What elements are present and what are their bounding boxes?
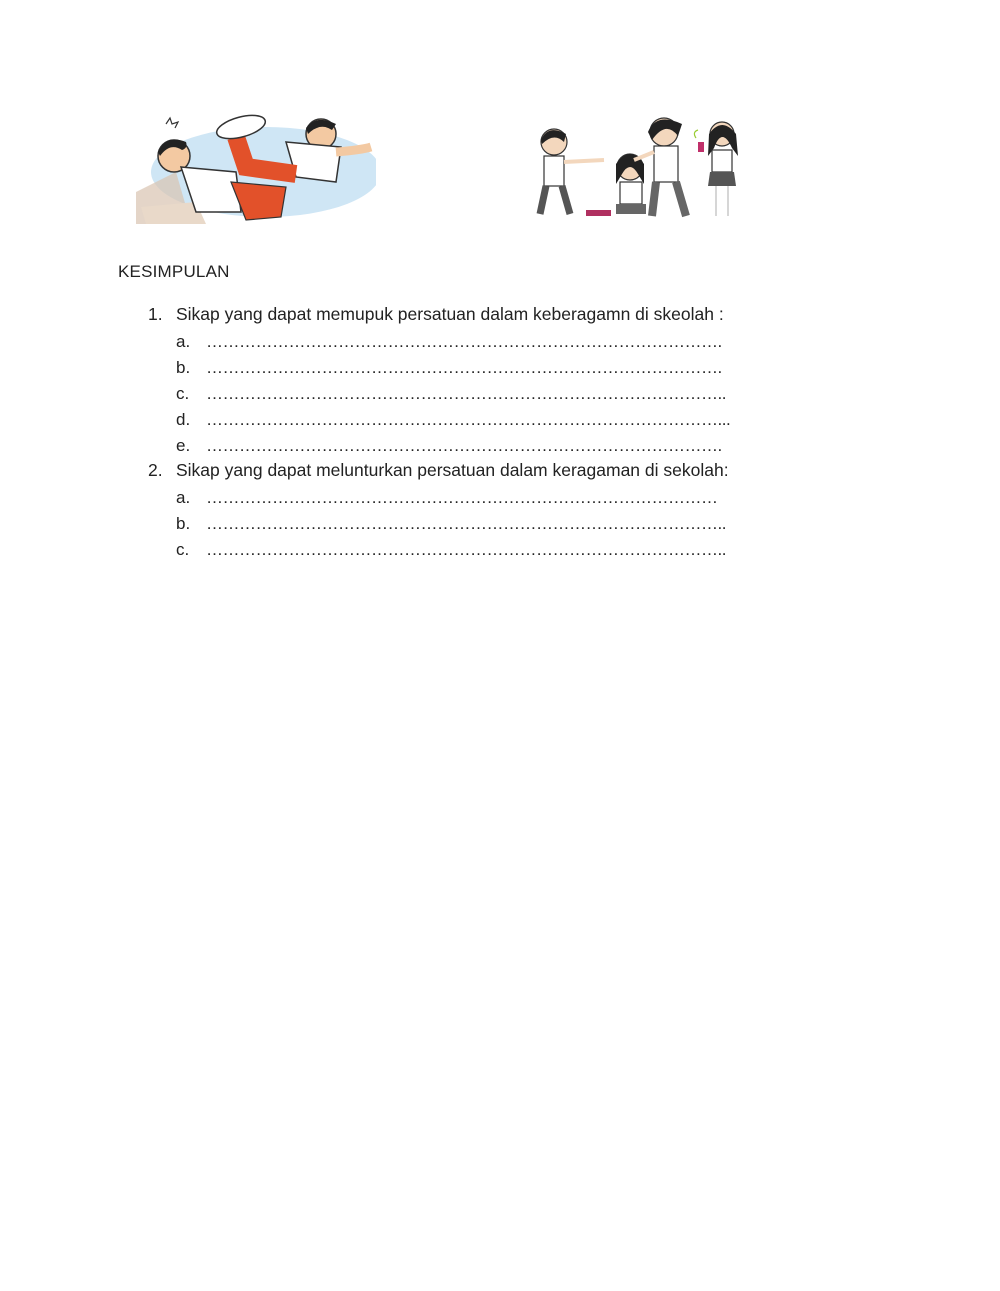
section-heading: KESIMPULAN [118,262,230,281]
option-letter: c. [176,540,190,559]
option-letter: c. [176,384,190,403]
option-letter: d. [176,410,191,429]
answer-dots: …………………………………………………………………………………. [206,332,722,351]
question-text: Sikap yang dapat melunturkan persatuan dalam keragaman di sekolah: [176,460,729,480]
answer-dots: …………………………………………………………………………………... [206,410,731,429]
answer-dots: ………………………………………………………………………………… [206,488,718,507]
students-bullying-illustration [526,112,746,224]
answer-dots: ………………………………………………………………………………….. [206,384,726,403]
answer-dots: …………………………………………………………………………………. [206,436,722,455]
option-letter: a. [176,332,191,351]
question-number: 1. [148,304,163,324]
option-letter: e. [176,436,191,455]
answer-dots: …………………………………………………………………………………. [206,358,722,377]
question-text: Sikap yang dapat memupuk persatuan dalam keberagamn di skeolah : [176,304,724,324]
answer-dots: ………………………………………………………………………………….. [206,514,726,533]
option-letter: b. [176,514,191,533]
answer-dots: ………………………………………………………………………………….. [206,540,726,559]
students-fighting-illustration [136,112,376,224]
option-letter: b. [176,358,191,377]
question-number: 2. [148,460,163,480]
option-letter: a. [176,488,191,507]
